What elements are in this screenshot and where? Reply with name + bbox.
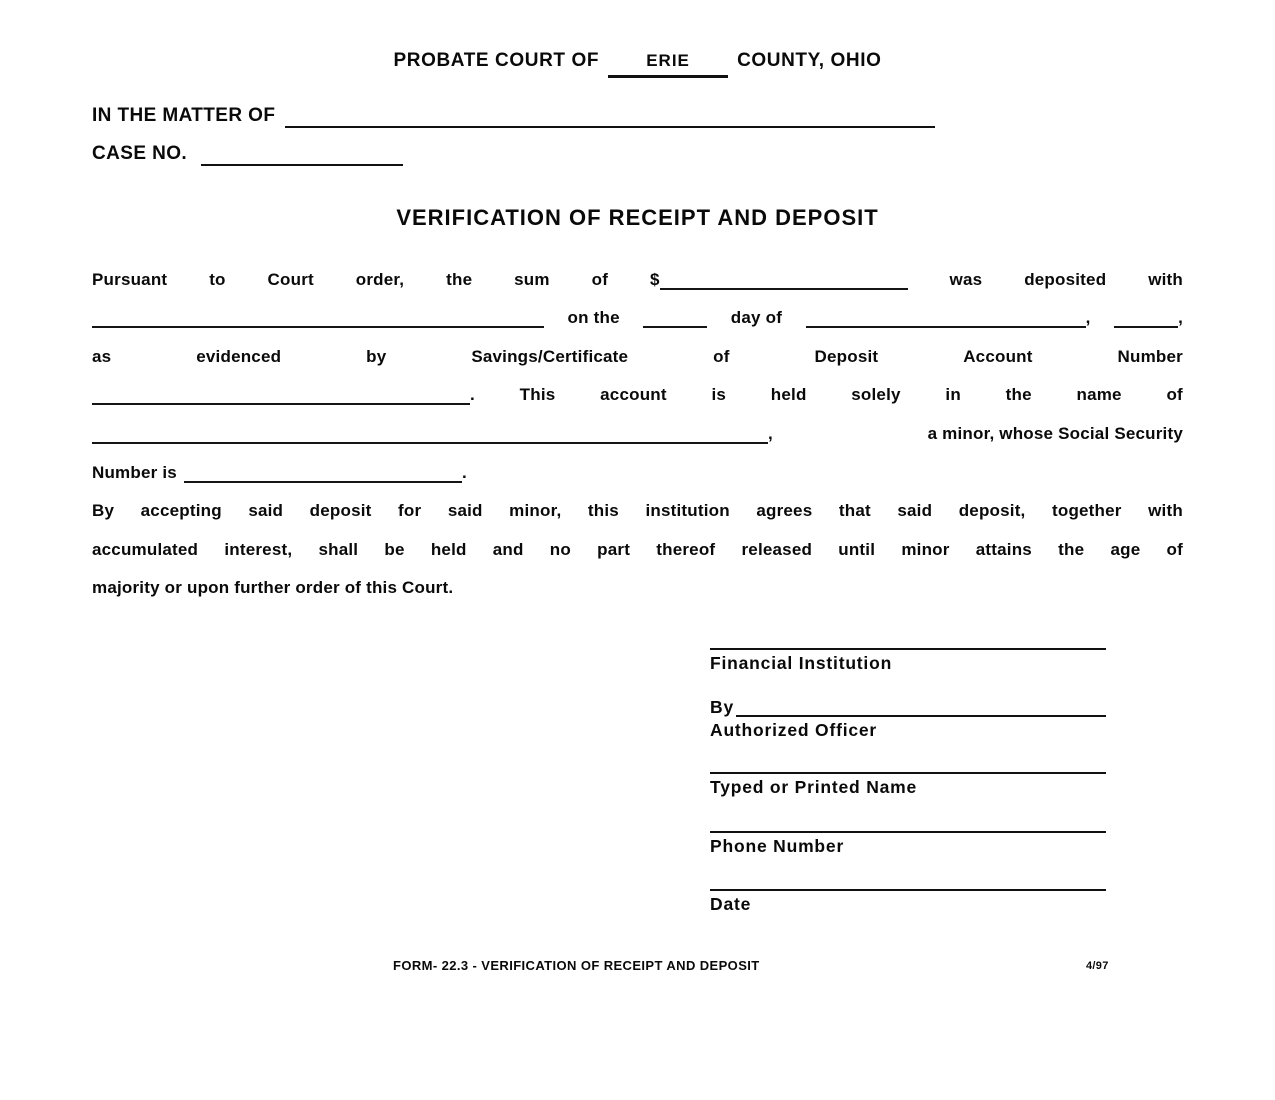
form-text-line bbox=[92, 296, 1183, 335]
form-text-word: held bbox=[770, 385, 807, 405]
blank-field-group bbox=[92, 326, 544, 334]
form-text-word: evidenced bbox=[196, 346, 282, 366]
form-text-word: on the bbox=[567, 308, 620, 328]
form-text-word: be bbox=[384, 539, 405, 559]
footer-revision: 4/97 bbox=[1086, 960, 1109, 972]
form-text-word: in bbox=[945, 385, 961, 405]
form-text-word: agrees bbox=[756, 501, 813, 521]
by-signature-line bbox=[736, 715, 1106, 717]
form-text-word: majority or upon further order of this Court. bbox=[92, 578, 454, 598]
form-text-word: together bbox=[1052, 501, 1122, 521]
by-label: By bbox=[710, 697, 734, 717]
form-text-word: of bbox=[591, 269, 609, 289]
form-text-word: deposit, bbox=[958, 501, 1026, 521]
footer-form-label: FORM- 22.3 - VERIFICATION OF RECEIPT AND DEPOSIT bbox=[393, 958, 760, 973]
form-text-line bbox=[92, 527, 1183, 566]
form-text-word: of bbox=[1166, 539, 1183, 559]
form-text-word: By bbox=[92, 501, 115, 521]
blank-field bbox=[643, 326, 707, 328]
court-prefix-text: PROBATE COURT OF bbox=[393, 50, 600, 71]
form-text-word: minor bbox=[901, 539, 950, 559]
form-text-word: deposit bbox=[309, 501, 372, 521]
blank-field-group bbox=[1114, 309, 1183, 334]
court-suffix-text: COUNTY, OHIO bbox=[737, 50, 882, 71]
form-text-word: released bbox=[741, 539, 813, 559]
form-text-word: by bbox=[366, 346, 387, 366]
form-text-word: for bbox=[398, 501, 422, 521]
form-text-word: part bbox=[597, 539, 631, 559]
blank-field bbox=[806, 326, 1086, 328]
blank-field-group bbox=[806, 309, 1091, 334]
form-text-word: said bbox=[897, 501, 933, 521]
form-text-line bbox=[92, 334, 1183, 373]
form-text-word: of bbox=[713, 346, 730, 366]
form-text-word: deposited bbox=[1024, 269, 1107, 289]
form-text-line bbox=[92, 411, 1183, 450]
form-text-word: age bbox=[1110, 539, 1141, 559]
form-text-word: that bbox=[838, 501, 871, 521]
form-text-line bbox=[92, 566, 1183, 605]
body-paragraphs bbox=[92, 257, 1183, 604]
blank-field-group bbox=[184, 464, 467, 489]
form-text-word: Savings/Certificate bbox=[471, 346, 629, 366]
blank-suffix-text: , bbox=[1178, 308, 1183, 328]
form-text-word: is bbox=[711, 385, 727, 405]
form-text-word: attains bbox=[975, 539, 1032, 559]
matter-label: IN THE MATTER OF bbox=[92, 105, 276, 126]
form-text-word: name bbox=[1076, 385, 1122, 405]
form-text-line bbox=[92, 450, 1183, 489]
form-text-word: order, bbox=[355, 269, 405, 289]
blank-field bbox=[184, 481, 462, 483]
form-text-word: day of bbox=[730, 308, 783, 328]
blank-field-group bbox=[92, 425, 773, 450]
form-text-line bbox=[92, 489, 1183, 528]
form-text-word: accumulated bbox=[92, 539, 199, 559]
form-text-word: Number is bbox=[92, 462, 177, 482]
form-text-word: Account bbox=[963, 346, 1033, 366]
form-text-word: minor, bbox=[509, 501, 562, 521]
form-text-word: said bbox=[248, 501, 284, 521]
blank-field-group bbox=[92, 386, 475, 411]
form-text-word: sum bbox=[514, 269, 550, 289]
form-text-word: the bbox=[1005, 385, 1032, 405]
county-value: ERIE bbox=[646, 51, 690, 70]
case-number-blank-field bbox=[201, 164, 403, 166]
blank-field-group bbox=[643, 326, 707, 334]
case-number-label: CASE NO. bbox=[92, 143, 188, 164]
form-text-word: accepting bbox=[140, 501, 222, 521]
blank-field bbox=[1114, 326, 1178, 328]
blank-field-group bbox=[650, 271, 908, 296]
form-text-word: a minor, whose Social Security bbox=[927, 423, 1183, 443]
form-text-word: and bbox=[492, 539, 524, 559]
form-text-word: to bbox=[209, 269, 226, 289]
blank-field bbox=[92, 326, 544, 328]
form-text-line bbox=[92, 257, 1183, 296]
by-signature-row bbox=[710, 687, 1106, 717]
form-text-word: solely bbox=[851, 385, 901, 405]
form-text-word: said bbox=[447, 501, 483, 521]
signature-block bbox=[710, 640, 1106, 914]
form-text-word: Deposit bbox=[814, 346, 879, 366]
case-row bbox=[92, 144, 403, 166]
form-text-word: until bbox=[838, 539, 876, 559]
form-text-word: shall bbox=[318, 539, 359, 559]
blank-field bbox=[92, 442, 768, 444]
blank-suffix-text: , bbox=[1085, 308, 1091, 328]
blank-suffix-text: . bbox=[470, 385, 475, 405]
form-text-word: Pursuant bbox=[92, 269, 168, 289]
form-text-word: Court bbox=[267, 269, 314, 289]
page-title: VERIFICATION OF RECEIPT AND DEPOSIT bbox=[396, 205, 879, 230]
form-text-word: was bbox=[949, 269, 983, 289]
form-text-word: this bbox=[587, 501, 619, 521]
blank-field bbox=[660, 288, 908, 290]
phone-number-label: Phone Number bbox=[710, 835, 845, 856]
form-text-word: interest, bbox=[224, 539, 293, 559]
form-text-word: with bbox=[1148, 501, 1183, 521]
typed-name-label: Typed or Printed Name bbox=[710, 777, 918, 797]
court-header bbox=[0, 50, 1275, 78]
county-blank-field bbox=[608, 50, 728, 78]
form-text-word: thereof bbox=[656, 539, 716, 559]
form-text-word: no bbox=[549, 539, 571, 559]
form-text-word: Number bbox=[1117, 346, 1183, 366]
form-text-word: institution bbox=[645, 501, 730, 521]
form-text-word: This bbox=[519, 385, 556, 405]
form-text-word: the bbox=[446, 269, 473, 289]
blank-field bbox=[92, 403, 470, 405]
form-text-word: of bbox=[1166, 385, 1183, 405]
form-text-word: as bbox=[92, 346, 112, 366]
date-label: Date bbox=[710, 894, 752, 914]
financial-institution-label: Financial Institution bbox=[710, 653, 893, 673]
form-text-line bbox=[92, 373, 1183, 412]
blank-suffix-text: , bbox=[768, 423, 773, 443]
form-text-word: with bbox=[1148, 269, 1183, 289]
matter-row bbox=[92, 106, 935, 128]
blank-suffix-text: . bbox=[461, 462, 467, 482]
blank-prefix-text: $ bbox=[649, 269, 660, 289]
authorized-officer-label: Authorized Officer bbox=[710, 719, 878, 740]
matter-blank-field bbox=[285, 126, 935, 128]
form-text-word: the bbox=[1058, 539, 1085, 559]
form-text-word: held bbox=[430, 539, 467, 559]
form-text-word: account bbox=[600, 385, 667, 405]
